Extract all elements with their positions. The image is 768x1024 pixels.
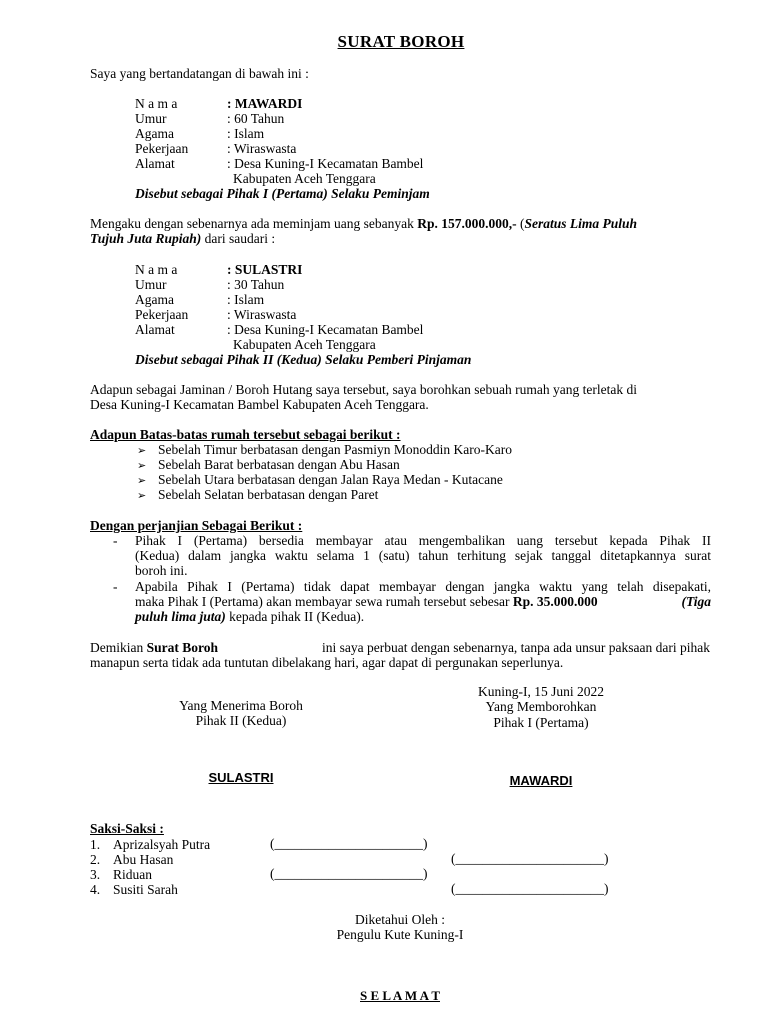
agreement-item2-line3: kepada pihak II (Kedua). [225, 609, 365, 624]
collateral-line1: Adapun sebagai Jaminan / Boroh Hutang saya tersebut, saya borohkan sebuah rumah yang terletak di [90, 382, 637, 397]
party2-alamat-line2: Kabupaten Aceh Tenggara [233, 337, 376, 352]
list-item: Sebelah Selatan berbatasan dengan Paret [158, 487, 379, 502]
witness-name: Aprizalsyah Putra [113, 837, 211, 852]
agreement-item-1 [135, 533, 711, 578]
witness-signature-line: (______________________) [451, 881, 609, 896]
label-pekerjaan: Pekerjaan [135, 307, 189, 322]
dash-bullet: - [113, 533, 118, 548]
witness-name: Riduan [113, 867, 152, 882]
place-date: Kuning-I, 15 Juni 2022 [478, 684, 604, 699]
label-pekerjaan: Pekerjaan [135, 141, 189, 156]
party1-umur: : 60 Tahun [227, 111, 285, 126]
witness-signature-line: (______________________) [270, 836, 428, 851]
party2-agama: : Islam [227, 292, 265, 307]
collateral-line2: Desa Kuning-I Kecamatan Bambel Kabupaten Aceh Tenggara. [90, 397, 429, 412]
party2-umur: : 30 Tahun [227, 277, 285, 292]
loan-text: Mengaku dengan sebenarnya ada meminjam uang sebanyak [90, 216, 418, 231]
agreement-item-2 [135, 579, 711, 624]
label-nama: N a m a [135, 96, 178, 111]
left-label-2: Pihak II (Kedua) [195, 713, 287, 728]
agreement-item2-line2: maka Pihak I (Pertama) akan membayar sewa rumah tersebut sebesar [135, 594, 513, 609]
party1-alamat-line1: : Desa Kuning-I Kecamatan Bambel [227, 156, 424, 171]
witness-number: 3. [90, 867, 101, 882]
party2-role: Disebut sebagai Pihak II (Kedua) Selaku Pemberi Pinjaman [135, 352, 472, 367]
party1-pekerjaan: : Wiraswasta [227, 141, 297, 156]
witness-signature-line: (______________________) [451, 851, 609, 866]
left-label-1: Yang Menerima Boroh [179, 698, 303, 713]
dash-bullet: - [113, 579, 118, 594]
loan-paren: ( [516, 216, 525, 231]
agreement-heading: Dengan perjanjian Sebagai Berikut : [90, 518, 303, 533]
party1-nama: : MAWARDI [227, 96, 303, 111]
document-title: SURAT BOROH [337, 32, 465, 51]
agreement-item1-line3: boroh ini. [135, 563, 188, 578]
label-alamat: Alamat [135, 322, 175, 337]
closing-bold: Surat Boroh [146, 640, 219, 655]
loan-amount-words-1: Seratus Lima Puluh [524, 216, 638, 231]
label-nama: N a m a [135, 262, 178, 277]
acknowledged-line2: Pengulu Kute Kuning-I [336, 927, 464, 942]
label-agama: Agama [135, 126, 174, 141]
arrow-bullet-icon: ➢ [137, 475, 147, 487]
list-item: Sebelah Utara berbatasan dengan Jalan Raya Medan - Kutacane [158, 472, 503, 487]
footer-closing: S E L A M A T [360, 988, 440, 1003]
label-alamat: Alamat [135, 156, 175, 171]
agreement-item2-amount: Rp. 35.000.000 [512, 594, 598, 609]
party1-agama: : Islam [227, 126, 265, 141]
witness-number: 1. [90, 837, 101, 852]
closing-text-2: ini saya perbuat dengan sebenarnya, tanpa ada unsur paksaan dari pihak [322, 640, 710, 655]
witness-name: Susiti Sarah [113, 882, 178, 897]
borders-heading: Adapun Batas-batas rumah tersebut sebagai berikut : [90, 427, 401, 442]
list-item: Sebelah Barat berbatasan dengan Abu Hasan [158, 457, 400, 472]
witnesses-heading: Saksi-Saksi : [90, 821, 164, 836]
party1-role: Disebut sebagai Pihak I (Pertama) Selaku Peminjam [135, 186, 430, 201]
closing-text-1: Demikian [90, 640, 147, 655]
loan-from: dari saudari : [201, 231, 276, 246]
agreement-item2-line1: Apabila Pihak I (Pertama) tidak dapat membayar dengan jangka waktu yang telah disepakati, [135, 579, 711, 594]
label-umur: Umur [135, 111, 167, 126]
witness-name: Abu Hasan [113, 852, 174, 867]
loan-amount: Rp. 157.000.000,- [417, 216, 517, 231]
right-label-2: Pihak I (Pertama) [493, 715, 589, 730]
label-agama: Agama [135, 292, 174, 307]
label-umur: Umur [135, 277, 167, 292]
arrow-bullet-icon: ➢ [137, 460, 147, 472]
intro-text: Saya yang bertandatangan di bawah ini : [90, 66, 309, 81]
agreement-item2-words-2: puluh lima juta) [135, 609, 226, 624]
agreement-item2-words-1: (Tiga [681, 594, 711, 609]
arrow-bullet-icon: ➢ [137, 445, 147, 457]
agreement-item1-line1: Pihak I (Pertama) bersedia membayar atau mengembalikan uang tersebut kepada Pihak II [135, 533, 711, 548]
party2-alamat-line1: : Desa Kuning-I Kecamatan Bambel [227, 322, 424, 337]
agreement-item1-line2: (Kedua) dalam jangka waktu selama 1 (satu) tahun terhitung sejak tanggal ditetapkannya surat [135, 548, 711, 563]
closing-line2: manapun serta tidak ada tuntutan dibelakang hari, agar dapat di pergunakan seperlunya. [90, 655, 564, 670]
party2-pekerjaan: : Wiraswasta [227, 307, 297, 322]
party2-nama: : SULASTRI [227, 262, 303, 277]
left-signatory-name: SULASTRI [208, 770, 274, 785]
closing-paragraph [90, 640, 710, 670]
witness-number: 4. [90, 882, 101, 897]
list-item: Sebelah Timur berbatasan dengan Pasmiyn Monoddin Karo-Karo [158, 442, 512, 457]
right-label-1: Yang Memborohkan [485, 699, 597, 714]
loan-paragraph [90, 216, 710, 246]
witness-number: 2. [90, 852, 101, 867]
witness-signature-line: (______________________) [270, 866, 428, 881]
right-signatory-name: MAWARDI [509, 773, 573, 788]
arrow-bullet-icon: ➢ [137, 490, 147, 502]
party1-alamat-line2: Kabupaten Aceh Tenggara [233, 171, 376, 186]
acknowledged-line1: Diketahui Oleh : [355, 912, 445, 927]
loan-amount-words-2: Tujuh Juta Rupiah) [90, 231, 202, 246]
